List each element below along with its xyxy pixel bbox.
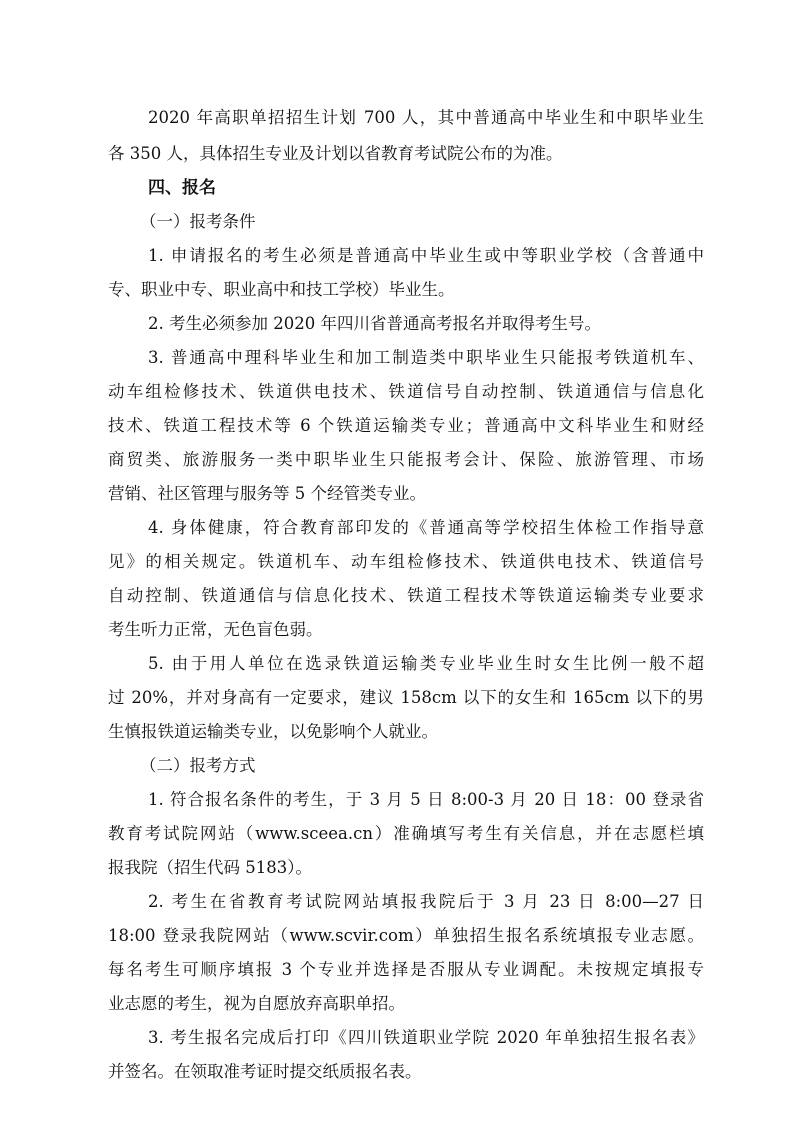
- condition-3-line-3: 技术、铁道工程技术等 6 个铁道运输类专业；普通高中文科毕业生和财经: [108, 416, 704, 435]
- condition-3-line-4: 商贸类、旅游服务一类中职毕业生只能报考会计、保险、旅游管理、市场: [108, 450, 704, 469]
- condition-4-line-4: 考生听力正常，无色盲色弱。: [108, 620, 323, 639]
- method-2-line-4: 业志愿的考生，视为自愿放弃高职单招。: [108, 994, 405, 1013]
- method-2-line-2: 18:00 登录我院网站（www.scvir.com）单独招生报名系统填报专业志愿。: [108, 926, 704, 945]
- condition-3-line-5: 营销、社区管理与服务等 5 个经管类专业。: [108, 484, 426, 503]
- method-1-line-1: 1. 符合报名条件的考生，于 3 月 5 日 8:00-3 月 20 日 18：00 登录省: [148, 790, 704, 809]
- condition-4-line-1: 4. 身体健康，符合教育部印发的《普通高等学校招生体检工作指导意: [148, 518, 704, 537]
- condition-1-line-2: 专、职业中专、职业高中和技工学校）毕业生。: [108, 280, 455, 299]
- subsection-heading-conditions: （一）报考条件: [140, 212, 256, 231]
- condition-3-line-1: 3. 普通高中理科毕业生和加工制造类中职毕业生只能报考铁道机车、: [148, 348, 704, 367]
- condition-5-line-2: 过 20%，并对身高有一定要求，建议 158cm 以下的女生和 165cm 以下的男: [108, 688, 704, 707]
- condition-2-line-1: 2. 考生必须参加 2020 年四川省普通高考报名并取得考生号。: [148, 314, 601, 333]
- method-1-line-3: 报我院（招生代码 5183）。: [108, 858, 312, 877]
- subsection-heading-method: （二）报考方式: [140, 756, 256, 775]
- intro-line-2: 各 350 人，具体招生专业及计划以省教育考试院公布的为准。: [108, 144, 563, 163]
- intro-line-1: 2020 年高职单招招生计划 700 人，其中普通高中毕业生和中职毕业生: [148, 108, 704, 127]
- method-2-line-3: 每名考生可顺序填报 3 个专业并选择是否服从专业调配。未按规定填报专: [108, 960, 704, 979]
- method-2-line-1: 2. 考生在省教育考试院网站填报我院后于 3 月 23 日 8:00—27 日: [148, 892, 704, 911]
- condition-1-line-1: 1. 申请报名的考生必须是普通高中毕业生或中等职业学校（含普通中: [148, 246, 704, 265]
- condition-4-line-3: 自动控制、铁道通信与信息化技术、铁道工程技术等铁道运输类专业要求: [108, 586, 704, 605]
- method-3-line-2: 并签名。在领取准考证时提交纸质报名表。: [108, 1062, 422, 1081]
- condition-3-line-2: 动车组检修技术、铁道供电技术、铁道信号自动控制、铁道通信与信息化: [108, 382, 704, 401]
- condition-4-line-2: 见》的相关规定。铁道机车、动车组检修技术、铁道供电技术、铁道信号: [108, 552, 704, 571]
- condition-5-line-3: 生慎报铁道运输类专业，以免影响个人就业。: [108, 722, 438, 741]
- method-3-line-1: 3. 考生报名完成后打印《四川铁道职业学院 2020 年单独招生报名表》: [148, 1028, 704, 1047]
- condition-5-line-1: 5. 由于用人单位在选录铁道运输类专业毕业生时女生比例一般不超: [148, 654, 704, 673]
- method-1-line-2: 教育考试院网站（www.sceea.cn）准确填写考生有关信息，并在志愿栏填: [108, 824, 704, 843]
- section-heading-registration: 四、报名: [148, 178, 216, 198]
